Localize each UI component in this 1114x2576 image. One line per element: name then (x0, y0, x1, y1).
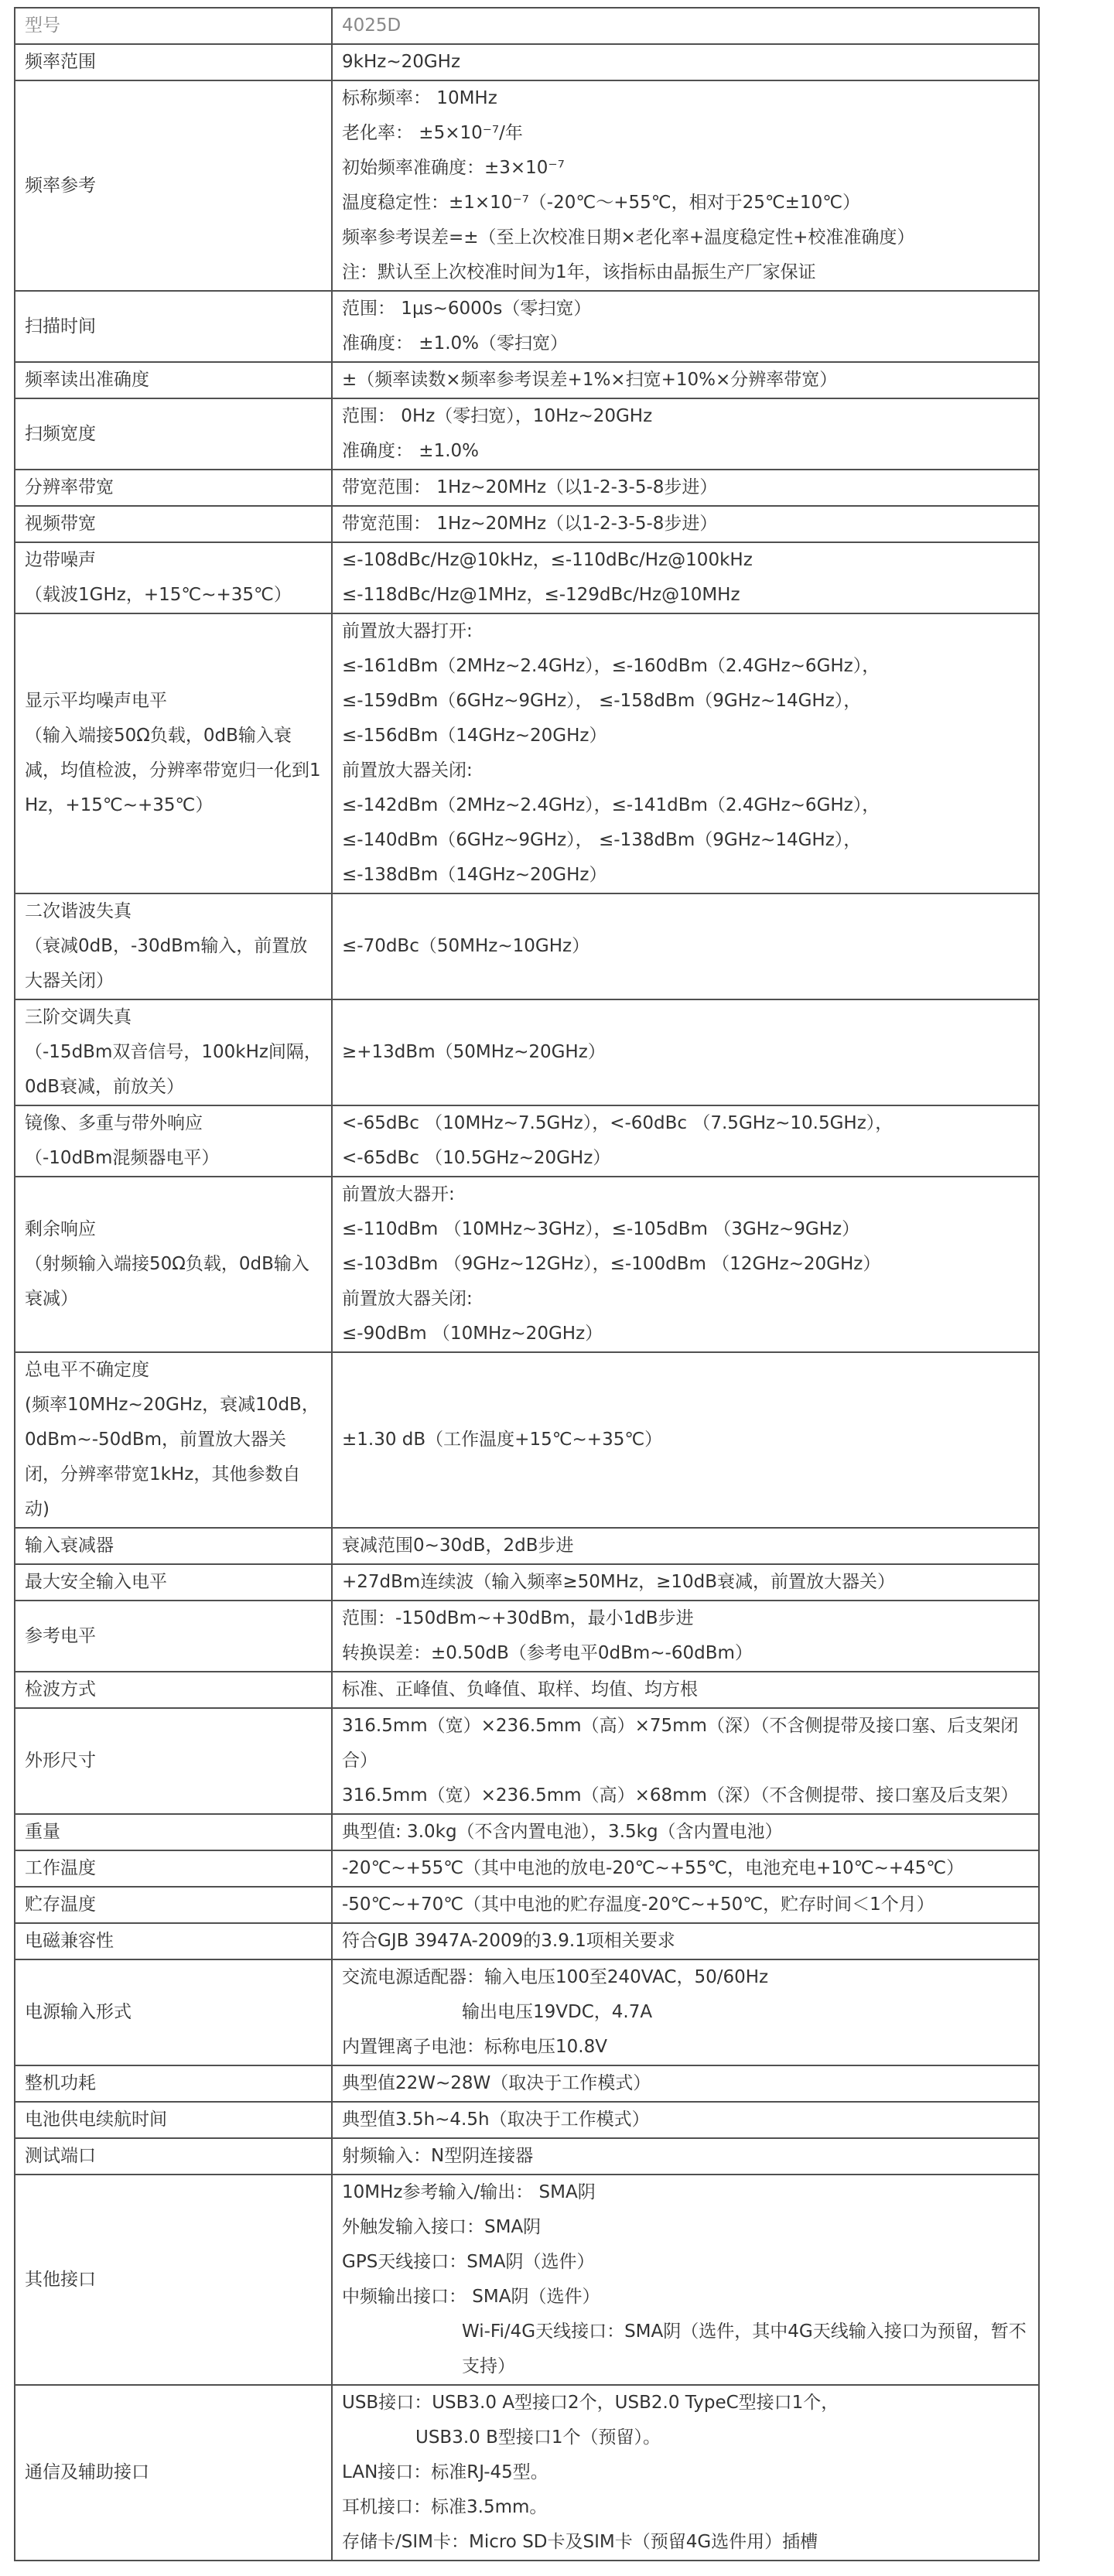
spec-value (332, 8, 1039, 44)
spec-value (332, 80, 1039, 291)
spec-value (332, 1887, 1039, 1923)
spec-value-line: ≤-140dBm（6GHz~9GHz）， ≤-138dBm（9GHz~14GHz）， (342, 830, 862, 850)
spec-name-title: 整机功耗 (25, 2073, 96, 2093)
spec-name-title: 镜像、多重与带外响应 (25, 1113, 203, 1133)
spec-value-line: 前置放大器关闭: (342, 1289, 473, 1309)
spec-value-line: ≤-90dBm （10MHz~20GHz） (342, 1324, 603, 1344)
spec-value-line: LAN接口：标准RJ-45型。 (342, 2462, 548, 2482)
spec-name (15, 1352, 332, 1528)
spec-value-line: 典型值22W~28W（取决于工作模式） (342, 2073, 651, 2093)
spec-name (15, 1850, 332, 1887)
spec-name (15, 2102, 332, 2138)
spec-row (15, 1814, 1039, 1850)
spec-name (15, 1177, 332, 1352)
spec-value-line: 准确度： ±1.0%（零扫宽） (342, 333, 569, 354)
spec-value-line: ≤-156dBm（14GHz~20GHz） (342, 726, 607, 746)
spec-row (15, 398, 1039, 470)
spec-name (15, 2065, 332, 2102)
spec-name (15, 542, 332, 613)
spec-value (332, 1352, 1039, 1528)
spec-value (332, 2065, 1039, 2102)
spec-row (15, 1708, 1039, 1814)
spec-row (15, 2102, 1039, 2138)
spec-value (332, 1564, 1039, 1601)
spec-name-condition: （-10dBm混频器电平） (25, 1148, 220, 1168)
spec-name-title: 总电平不确定度 (25, 1360, 149, 1380)
spec-name (15, 893, 332, 999)
spec-row (15, 1105, 1039, 1177)
spec-value (332, 1708, 1039, 1814)
spec-row (15, 1672, 1039, 1708)
spec-value (332, 542, 1039, 613)
spec-value-line: 带宽范围： 1Hz~20MHz（以1-2-3-5-8步进） (342, 477, 718, 497)
spec-name-title: 边带噪声 (25, 550, 96, 570)
spec-name-title: 视频带宽 (25, 514, 96, 534)
spec-name-title: 频率范围 (25, 52, 96, 72)
spec-value-line: 频率参考误差=±（至上次校准日期×老化率+温度稳定性+校准准确度） (342, 227, 915, 248)
spec-row (15, 2138, 1039, 2175)
spec-name (15, 8, 332, 44)
spec-row (15, 470, 1039, 506)
spec-value-line: USB接口：USB3.0 A型接口2个，USB2.0 TypeC型接口1个， (342, 2393, 839, 2413)
spec-name-title: 型号 (25, 15, 60, 36)
spec-name (15, 1601, 332, 1672)
spec-value-line: ≤-142dBm（2MHz~2.4GHz），≤-141dBm（2.4GHz~6GHz）， (342, 795, 880, 815)
spec-row (15, 2065, 1039, 2102)
spec-name (15, 2175, 332, 2385)
spec-value-line: 标准、正峰值、负峰值、取样、均值、均方根 (342, 1679, 698, 1700)
spec-table (14, 7, 1040, 2561)
spec-name (15, 1528, 332, 1564)
spec-name-title: 频率参考 (25, 175, 96, 196)
spec-value (332, 362, 1039, 398)
spec-name-title: 三阶交调失真 (25, 1007, 132, 1027)
spec-value-line: 初始频率准确度：±3×10⁻⁷ (342, 158, 565, 178)
spec-name (15, 470, 332, 506)
spec-value (332, 291, 1039, 362)
spec-name-title: 测试端口 (25, 2146, 96, 2166)
spec-value-line: 符合GJB 3947A-2009的3.9.1项相关要求 (342, 1931, 675, 1951)
spec-value-line: ≥+13dBm（50MHz~20GHz） (342, 1042, 606, 1062)
spec-value-line: +27dBm连续波（输入频率≥50MHz，≥10dB衰减，前置放大器关） (342, 1572, 895, 1592)
spec-name (15, 1564, 332, 1601)
spec-value (332, 1959, 1039, 2065)
spec-name-title: 扫频宽度 (25, 423, 96, 444)
spec-value-line: 耳机接口：标准3.5mm。 (342, 2497, 548, 2517)
spec-name-title: 二次谐波失真 (25, 901, 132, 921)
spec-name-title: 通信及辅助接口 (25, 2462, 149, 2482)
spec-row (15, 1959, 1039, 2065)
spec-value (332, 893, 1039, 999)
spec-value-line: ±（频率读数×频率参考误差+1%×扫宽+10%×分辨率带宽） (342, 370, 838, 390)
spec-row (15, 362, 1039, 398)
spec-name-title: 工作温度 (25, 1858, 96, 1878)
spec-value-line: 范围： 0Hz（零扫宽），10Hz~20GHz (342, 406, 653, 426)
spec-value-line: 输出电压19VDC，4.7A (462, 2002, 653, 2022)
spec-value (332, 1528, 1039, 1564)
spec-value-line: 4025D (342, 15, 402, 36)
spec-value (332, 2138, 1039, 2175)
spec-row (15, 2175, 1039, 2385)
spec-name (15, 398, 332, 470)
spec-name (15, 362, 332, 398)
spec-value (332, 44, 1039, 80)
spec-value (332, 1850, 1039, 1887)
spec-row (15, 999, 1039, 1105)
spec-row (15, 542, 1039, 613)
spec-value-line: 带宽范围： 1Hz~20MHz（以1-2-3-5-8步进） (342, 514, 718, 534)
spec-value (332, 2385, 1039, 2561)
spec-name-title: 重量 (25, 1822, 60, 1842)
spec-value-line: 典型值3.5h~4.5h（取决于工作模式） (342, 2110, 650, 2130)
spec-name-title: 电磁兼容性 (25, 1931, 114, 1951)
spec-value-line: 范围：-150dBm~+30dBm，最小1dB步进 (342, 1608, 694, 1628)
spec-value-line: 中频输出接口： SMA阴（选件） (342, 2287, 600, 2307)
spec-value-line: ≤-70dBc（50MHz~10GHz） (342, 936, 590, 956)
spec-value-line: 射频输入：N型阴连接器 (342, 2146, 534, 2166)
spec-value-line: 转换误差：±0.50dB（参考电平0dBm~-60dBm） (342, 1643, 753, 1663)
spec-value (332, 1672, 1039, 1708)
spec-value-line: -20℃~+55℃（其中电池的放电-20℃~+55℃，电池充电+10℃~+45℃） (342, 1858, 965, 1878)
spec-name (15, 1672, 332, 1708)
spec-value-line: 前置放大器关闭: (342, 760, 473, 781)
spec-value-line: 交流电源适配器：输入电压100至240VAC，50/60Hz (342, 1967, 769, 1987)
spec-name (15, 1887, 332, 1923)
spec-name-title: 输入衰减器 (25, 1536, 114, 1556)
spec-name-title: 检波方式 (25, 1679, 96, 1700)
spec-name-condition: （-15dBm双音信号，100kHz间隔，0dB衰减，前放关） (25, 1042, 322, 1097)
spec-name-condition: （射频输入端接50Ω负载，0dB输入衰减） (25, 1254, 309, 1309)
spec-value-line: USB3.0 B型接口1个（预留）。 (415, 2427, 661, 2448)
spec-value-line: 典型值: 3.0kg（不含内置电池），3.5kg（含内置电池） (342, 1822, 783, 1842)
spec-value-line: 外触发输入接口：SMA阴 (342, 2217, 542, 2237)
spec-name-title: 剩余响应 (25, 1219, 96, 1239)
spec-row (15, 1528, 1039, 1564)
spec-row (15, 2385, 1039, 2561)
spec-row (15, 1601, 1039, 1672)
spec-value-line: 标称频率： 10MHz (342, 88, 497, 108)
spec-name-title: 其他接口 (25, 2269, 96, 2290)
spec-value-line: ≤-108dBc/Hz@10kHz，≤-110dBc/Hz@100kHz (342, 550, 753, 570)
spec-value-line: <-65dBc （10.5GHz~20GHz） (342, 1148, 611, 1168)
spec-value-line: 内置锂离子电池：标称电压10.8V (342, 2037, 607, 2057)
spec-name-condition: （载波1GHz，+15℃~+35℃） (25, 585, 292, 605)
spec-value-line: 温度稳定性：±1×10⁻⁷（-20℃～+55℃，相对于25℃±10℃） (342, 193, 861, 213)
spec-value-line: ≤-138dBm（14GHz~20GHz） (342, 865, 607, 885)
spec-value-line: 注：默认至上次校准时间为1年，该指标由晶振生产厂家保证 (342, 262, 816, 282)
spec-name-title: 显示平均噪声电平 (25, 691, 167, 711)
spec-row (15, 893, 1039, 999)
spec-name-title: 电源输入形式 (25, 2002, 132, 2022)
spec-value-line: 316.5mm（宽）×236.5mm（高）×68mm（深）（不含侧提带、接口塞及后支架） (342, 1785, 1019, 1806)
spec-row (15, 1850, 1039, 1887)
spec-name-condition: (频率10MHz~20GHz，衰减10dB，0dBm~-50dBm，前置放大器关闭，分辨率带宽1kHz，其他参数自动) (25, 1395, 320, 1519)
spec-value-line: 存储卡/SIM卡：Micro SD卡及SIM卡（预留4G选件用）插槽 (342, 2532, 818, 2552)
spec-value-line: ≤-103dBm （9GHz~12GHz），≤-100dBm （12GHz~20GHz） (342, 1254, 881, 1274)
spec-value (332, 2175, 1039, 2385)
spec-name (15, 999, 332, 1105)
spec-name-condition: （衰减0dB，-30dBm输入，前置放大器关闭） (25, 936, 308, 991)
spec-value (332, 506, 1039, 542)
spec-row (15, 1564, 1039, 1601)
spec-value (332, 613, 1039, 893)
spec-value-line: 前置放大器打开: (342, 621, 473, 641)
spec-row (15, 1887, 1039, 1923)
spec-value (332, 398, 1039, 470)
spec-row (15, 44, 1039, 80)
spec-value-line: ≤-118dBc/Hz@1MHz，≤-129dBc/Hz@10MHz (342, 585, 740, 605)
spec-row (15, 291, 1039, 362)
spec-row (15, 613, 1039, 893)
spec-name (15, 613, 332, 893)
spec-name (15, 1105, 332, 1177)
spec-name (15, 506, 332, 542)
spec-name-title: 分辨率带宽 (25, 477, 114, 497)
spec-value-line: ±1.30 dB（工作温度+15℃~+35℃） (342, 1430, 663, 1450)
spec-name-title: 扫描时间 (25, 316, 96, 337)
spec-value-line: 9kHz~20GHz (342, 52, 461, 72)
spec-name (15, 2385, 332, 2561)
spec-value-line: 范围： 1μs~6000s（零扫宽） (342, 299, 592, 319)
spec-name-title: 最大安全输入电平 (25, 1572, 167, 1592)
spec-row (15, 80, 1039, 291)
spec-name (15, 1923, 332, 1959)
spec-name-title: 电池供电续航时间 (25, 2110, 167, 2130)
spec-name (15, 1959, 332, 2065)
spec-row (15, 1352, 1039, 1528)
spec-value (332, 1814, 1039, 1850)
spec-row (15, 1177, 1039, 1352)
spec-value (332, 1601, 1039, 1672)
spec-value-line: 准确度： ±1.0% (342, 441, 480, 461)
spec-value-line: 衰减范围0~30dB，2dB步进 (342, 1536, 574, 1556)
spec-value-line: -50℃~+70℃（其中电池的贮存温度-20℃~+50℃，贮存时间＜1个月） (342, 1894, 935, 1915)
spec-name (15, 80, 332, 291)
spec-value-line: ≤-110dBm （10MHz~3GHz），≤-105dBm （3GHz~9GHz） (342, 1219, 860, 1239)
spec-row (15, 1923, 1039, 1959)
spec-name-title: 频率读出准确度 (25, 370, 149, 390)
spec-value-line: ≤-161dBm（2MHz~2.4GHz），≤-160dBm（2.4GHz~6GHz）， (342, 656, 880, 676)
spec-name (15, 291, 332, 362)
spec-value-line: <-65dBc （10MHz~7.5GHz），<-60dBc （7.5GHz~10.5GHz）， (342, 1113, 894, 1133)
spec-value (332, 1177, 1039, 1352)
spec-name (15, 1708, 332, 1814)
spec-name (15, 1814, 332, 1850)
spec-value-line: 前置放大器开: (342, 1184, 455, 1204)
spec-value-line: Wi-Fi/4G天线接口：SMA阴（选件，其中4G天线输入接口为预留，暂不支持） (462, 2321, 1027, 2376)
spec-value (332, 1105, 1039, 1177)
spec-name-title: 参考电平 (25, 1625, 96, 1646)
spec-name (15, 2138, 332, 2175)
spec-name-title: 贮存温度 (25, 1894, 96, 1915)
spec-value (332, 1923, 1039, 1959)
spec-name (15, 44, 332, 80)
spec-value-line: GPS天线接口：SMA阴（选件） (342, 2252, 595, 2272)
spec-row (15, 506, 1039, 542)
spec-name-title: 外形尺寸 (25, 1751, 96, 1771)
spec-value-line: 老化率： ±5×10⁻⁷/年 (342, 123, 523, 143)
spec-value-line: 10MHz参考输入/输出： SMA阴 (342, 2182, 596, 2202)
spec-value (332, 470, 1039, 506)
spec-value (332, 2102, 1039, 2138)
spec-value-line: ≤-159dBm（6GHz~9GHz）， ≤-158dBm（9GHz~14GHz）， (342, 691, 862, 711)
spec-name-condition: （输入端接50Ω负载，0dB输入衰减，均值检波，分辨率带宽归一化到1Hz，+15℃~+35℃） (25, 726, 321, 815)
spec-row (15, 8, 1039, 44)
spec-value-line: 316.5mm（宽）×236.5mm（高）×75mm（深）（不含侧提带及接口塞、后支架闭合） (342, 1716, 1019, 1771)
spec-value (332, 999, 1039, 1105)
